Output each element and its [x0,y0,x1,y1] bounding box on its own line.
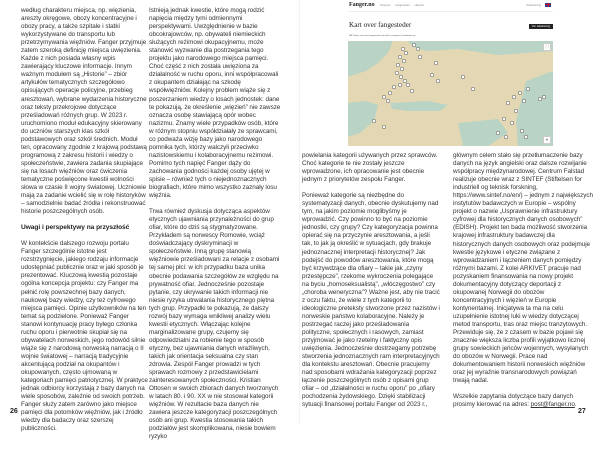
map-marker [406,83,410,87]
paragraph: Ponieważ kategorie są niezbędne do systematyzacji danych, obecnie dyskutujemy nad tym, na jakim poziomie moglibyśmy je wprowadzić. Czy powinno to być na poziomie jednostki, czy grupy? Czy kategoryzacja powinna opierać się na przyczynie aresztowania, a jeśli tak, to jak ją określić w sytuacjach, gdy brakuje jednoznacznej interpretacji historycznej? Jak podejść do powodów aresztowania, które mogą być krzywdzące dla ofiary – takie jak „czyny przestępcze”, rzekome wykroczenia polegające na byciu „homoseksualistą”, „włóczęgostwo” czy „choroba weneryczna”? Ważne jest, aby nie tracić z oczu faktu, że wiele z tych kategorii to ideologiczne preteksty stworzone przez nazistów i norweskie państwo kolaboracyjne. Należy je postrzegać raczej jako prześladowania polityczne, społecznych i rasowych, zamiast przyjmować je jako rzetelny i faktyczny opis uwięzienia. Jednocześnie dostrzegamy potrzebę stworzenia jednoznacznych ram interpretacyjnych dla kontekstu aresztowań. Obecnie pracujemy nad sposobami wdrażania kategoryzacji poprzez łączenie poszczególnych osób z opisami grup ofiar – od „działalności w ruchu oporu” po „ofiary pochodzenia żydowskiego. Dzięki stabilizacji sytuacji finansowej portalu Fanger od 2023 r., [302,192,440,409]
map-graphic [348,41,553,146]
map-marker [398,83,402,87]
map-marker [496,131,500,135]
map-marker [526,87,530,91]
map-marker [398,55,402,59]
site-nav [348,0,553,12]
contact-suffix: . [574,401,577,409]
map-marker [392,85,396,89]
map-marker [538,97,542,101]
nav-link-personer: Personer [380,3,391,7]
map-marker [382,95,386,99]
right-page-column-1 [302,152,440,417]
paragraph: powielania kategorii używanych przez sprawców. Choć kategorie te nie zostały jeszcze wprowadzone, ich opracowanie jest obecnie jednym z priorytetów zespołu Fanger. [302,152,438,184]
right-page-column-2 [453,152,593,417]
map-marker [404,51,408,55]
map-marker [400,67,404,71]
map-marker [524,135,528,139]
website-screenshot [348,0,553,147]
map-marker [461,75,465,79]
map-marker [382,125,386,129]
map-marker [518,91,522,95]
paragraph: Trwa również dyskusja dotycząca aspektów etycznych ujawniania przynależności do grup ofiar, które do dziś są stygmatyzowane. Przykładem są norwescy Romowie, wciąż doświadczający dyskryminacji w społeczeństwie. Inną grupę stanowią więźniowie prześladowani za relacje z osobami tej samej płci: w ich przypadku baza unika obecnie podawania szczegółów ze względu na prywatność ofiar. Jednocześnie pozostaje pytanie, czy ukrywanie takich informacji nie niesie ryzyka utrwalania historycznego piętna tych grup. Przypadki te pokazują, że dalszy rozwój bazy wymaga wnikliwej analizy wielu kwestii etycznych. Włączając kolejne marginalizowane grupy, czujemy się odpowiedzialni za robienie tego w sposób etyczny, bez ujawniania danych wrażliwych, takich jak orientacja seksualna czy stan zdrowia. Zespół Fanger prowadzi w tych sprawach rozmowy z przedstawicielami zainteresowanych społeczności. Kristian Ottosen w swoich zbiorach danych tworzonych w latach 80. i 90. XX w nie stosował kategorii więźniów. W rezultacie baza danych nie zawiera jeszcze kategoryzacji poszczególnych osób ani grup. Kwestia stosowania takich podziałów jest skomplikowana, niesie bowiem ryzyko [149,208,280,441]
map-marker [396,63,400,67]
page-number-right: 27 [578,408,586,415]
map-marker [412,43,416,47]
map-marker [401,47,405,51]
map-marker [410,89,414,93]
left-page-column-1 [21,7,149,441]
map-marker [471,87,475,91]
map-marker [506,101,510,105]
paragraph: głównym celem stało się przetłumaczenie bazy danych na język angielski oraz dalsze rozwijanie współpracy międzynarodowej. Centrum Falstad realizuje obecnie wraz z SINTEF (Stiftelsen for industriell og teknisk forskning, https://www.sintef.no/en/) – jednym z największych instytutów badawczych w Europie – wspólny projekt o nazwie „Usprawnienie infrastruktury cyfrowej dla historycznych danych osobowych” (EDISH). Projekt ten bada możliwość stworzenia krajowej infrastruktury badawczej dla historycznych danych osobowych oraz podejmuje kwestie językowe i etyczne związane z wprowadzaniem i łączeniem danych pomiędzy różnymi bazami. Z kolei ARKIVET pracuje nad pozyskaniem finansowania na nowy projekt dokumentacyjny dotyczący deportacji z okupowanej Norwegii do obozów koncentracyjnych i więzień w Europie kontynentalnej. Inicjatywa ta ma na celu uzupełnienie istotnej luki w wiedzy dotyczącej metod transportu, tras oraz miejsc tranzytowych. Przewiduje się, że z czasem w bazie pojawi się znacznie większa liczba profili wyjątkowo licznej grupy sowieckich jeńców wojennych, wysyłanych do obozów w Norwegii. Prace nad dokumentowaniem historii norweskich więźniów oraz jej wyraźnie transnarodowych powiązań trwają nadal. [453,152,593,385]
prison-map [348,41,553,146]
map-marker [418,55,422,59]
uk-flag-icon [545,3,551,7]
map-marker [395,71,399,75]
section-heading: Uwagi i perspektywy na przyszłość [21,224,130,232]
contact-text: Wszelkie zapytania dotyczące bazy danych prosimy kierować na adres: [453,393,574,409]
map-marker [388,91,392,95]
map-marker [386,99,390,103]
table-view-button: Vis i tabellvisning [529,24,553,29]
map-marker [403,79,407,83]
map-marker [520,129,524,133]
map-marker [430,73,434,77]
fullscreen-icon: ⛶ [543,43,551,51]
map-marker [512,95,516,99]
email-link[interactable]: post@fanger.no [530,401,575,409]
map-marker [402,59,406,63]
paragraph: według charakteru miejsca, np. więzienia, areszty okręgowe, obozy koncentracyjne i obozy pracy, a także szpitale i statki wykorzystywane do transportu lub przetrzymywania więźniów. Fanger przyjmuje zatem szeroką definicję miejsca uwięzienia. Każde z nich posiada własny wpis zawierający kluczowe informacje. Innym ważnym modułem są „Historie” – zbiór artykułów tematycznych szczegółowo opisujących operacje policyjne, przebieg aresztowań, wybrane wydarzenia historyczne oraz teksty przekrojowe dotyczące prześladowań różnych grup. W 2023 r. uruchomiono moduł edukacyjny skierowany do uczniów starszych klas szkół podstawowych oraz szkół średnich. Moduł ten, opracowany zgodnie z krajową podstawą programową z zakresu historii i wiedzy o społeczeństwie, zawiera zadania skupiające się na losach więźniów oraz ćwiczenia tematyczne poświęcone kwestii wolności słowa w czasie II wojny światowej. Uczniowie mają za zadanie wcielić się w rolę historyków – samodzielnie badać źródła i rekonstruować historie poszczególnych osób. [21,7,147,216]
nav-links [380,4,428,7]
map-marker [542,95,546,99]
nav-link-fangesteder: Fangesteder [395,3,410,7]
map-marker [436,79,440,83]
map-marker [372,119,376,123]
paragraph: W kontekście dalszego rozwoju portalu Fanger szczególnie istotne jest rozstrzygnięcie, jakiego rodzaju informacje udostępniać publicznie oraz w jaki sposób je prezentować. Kluczową kwestią pozostaje ogólna koncepcja projektu: czy Fanger ma pełnić rolę powszechnej bazy danych, naukowej bazy wiedzy, czy też cyfrowego miejsca pamięci. Opinie użytkowników na ten temat są podzielone. Ponieważ Fanger stanowi kontynuację pracy byłego członka ruchu oporu i pierwotnie skupiał się na obywatelach norweskich, jego rodowód silnie wiąże się z narodową norweską narracją o II wojnie światowej – narracją tradycyjnie akcentującą podział na okupantów i okupowanych, często ujmowaną w kategoriach pamięci patriotycznej. W praktyce jednak odbiorcy korzystają z bazy danych na wiele sposobów, zależnie od swoich potrzeb. Fanger służy zatem zarówno jako miejsce pamięci dla potomków więźniów, jak i źródło wiedzy dla badaczy oraz szerszej publiczności. [21,240,148,433]
nav-link-undervisning: Undervisning [525,3,541,7]
map-marker [504,135,508,139]
map-marker [399,75,403,79]
map-marker [514,109,518,113]
page-number-left: 26 [10,408,18,415]
left-page-column-2 [149,7,281,449]
paragraph: Istnieją jednak kwestie, które mogą rodzić napięcia między tymi odmiennymi perspektywami. Uwzględnienie w bazie obcokrajowców, np. obywateli niemieckich służących reżimowi okupacyjnemu, może stanowić wyzwanie dla postrzegania tego projektu jako narodowego miejsca pamięci. Choć część z nich została uwięziona za działalność w ruchu oporu, inni współpracowali z okupantem działając na szkodę współwięźniów. Kolejny problem wiąże się z poszerzaniem wiedzy o losach jednostek: dane te pokazują, że określenie „więzień” nie zawsze oznacza osobę stawiającą opór wobec nazizmu. Znamy wiele przypadków osób, które w różnym stopniu współdziałały ze sprawcami, co podważa wizję bazy jako narodowego pomnika tych, którzy walczyli przeciwko nazistowskiemu i kolaboracyjnemu reżimowi. Pomimo tych napięć Fanger dąży do zachowania godności każdej osoby ujętej w spisie – również tych o niejednoznacznych biografiach, które mimo wszystko zaznały losu więźnia. [149,7,281,200]
page-gutter [299,0,300,424]
map-page-title: Kart over fangesteder [349,21,412,29]
map-marker [522,99,526,103]
site-logo: Fanger.no [349,2,375,8]
nav-link-historier: Historier [414,3,425,7]
map-marker [510,121,514,125]
locate-icon: ⌖ [543,136,551,144]
map-marker [416,47,420,51]
map-subtitle: NB! Kartet viser kun fangesteder som det er registrert koordinater på [349,35,416,37]
contact-paragraph [453,393,593,409]
map-marker [502,117,506,121]
map-marker [434,61,438,65]
